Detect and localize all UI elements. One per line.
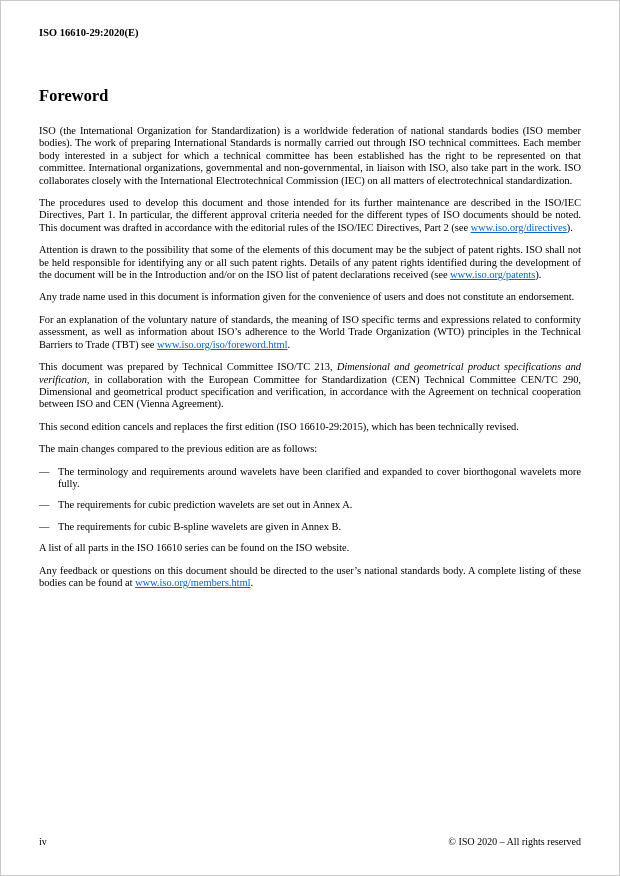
list-item <box>39 467 581 492</box>
list-item <box>39 522 581 534</box>
bullet-dash: — <box>39 500 50 512</box>
paragraph <box>39 292 581 304</box>
paragraph <box>39 315 581 352</box>
text-run: ). <box>566 222 573 234</box>
text-run: The main changes compared to the previous edition are as follows: <box>39 444 318 456</box>
bullet-dash: — <box>39 521 50 533</box>
list-item-text <box>58 467 581 492</box>
text-run: The terminology and requirements around wavelets have been clarified and expanded to cover biorthogonal wavelets more fully. <box>58 466 581 490</box>
document-content-wrapper <box>39 86 581 600</box>
paragraph <box>39 362 581 412</box>
paragraph <box>39 566 581 591</box>
text-run: The requirements for cubic prediction wavelets are set out in Annex A. <box>58 500 353 512</box>
text-run: Attention is drawn to the possibility that some of the elements of this document may be the subject of patent rights. ISO shall not be held responsible for identifying any or all such patent rights. Details of any patent rights identified during the development of the document will be in the Introduction and/or on the ISO list of patent declarations received (see <box>39 245 581 282</box>
text-run: This second edition cancels and replaces the first edition (ISO 16610-29:2015), which has been technically revised. <box>39 421 519 433</box>
text-run: . <box>287 339 291 351</box>
page-header <box>39 28 581 39</box>
document-content <box>39 126 581 590</box>
hyperlink[interactable]: www.iso.org/patents <box>450 270 536 282</box>
bullet-dash: — <box>39 466 50 478</box>
section-title: Foreword <box>39 86 109 105</box>
paragraph <box>39 422 581 434</box>
paragraph <box>39 245 581 282</box>
text-run: Dimensional and geometrical product specifications and verification <box>39 362 581 386</box>
text-run: Any trade name used in this document is information given for the convenience of users and does not constitute an endorsement. <box>39 292 575 304</box>
text-run: . <box>250 577 254 589</box>
text-run: ). <box>535 270 542 282</box>
hyperlink[interactable]: www.iso.org/members.html <box>135 577 251 589</box>
document-reference: ISO 16610-29:2020(E) <box>39 28 139 39</box>
text-run: The requirements for cubic B-spline wavelets are given in Annex B. <box>58 521 342 533</box>
list-item-text <box>58 522 581 534</box>
copyright-notice: © ISO 2020 – All rights reserved <box>448 837 581 848</box>
text-run: For an explanation of the voluntary nature of standards, the meaning of ISO specific terms and expressions related to conformity assessment, as well as information about ISO’s adherence to the World Trade Organization (WTO) principles in the Technical Barriers to Trade (TBT) see <box>39 314 581 351</box>
page-number: iv <box>39 837 47 848</box>
paragraph <box>39 543 581 555</box>
hyperlink[interactable]: www.iso.org/iso/foreword.html <box>157 339 288 351</box>
paragraph <box>39 198 581 235</box>
text-run: , in collaboration with the European Committee for Standardization (CEN) Technical Committee CEN/TC 290, Dimensional and geometrical product specification and verification, in accordance with the Agreement on technical cooperation between ISO and CEN (Vienna Agreement). <box>39 374 581 411</box>
text-run: A list of all parts in the ISO 16610 series can be found on the ISO website. <box>39 543 350 555</box>
list-item <box>39 500 581 512</box>
text-run: ISO (the International Organization for Standardization) is a worldwide federation of national standards bodies (ISO member bodies). The work of preparing International Standards is normally carried out through ISO technical committees. Each member body interested in a subject for which a technical committee has been established has the right to be represented on that committee. International organizations, governmental and non-governmental, in liaison with ISO, also take part in the work. ISO collaborates closely with the International Electrotechnical Commission (IEC) on all matters of electrotechnical standardization. <box>39 126 581 187</box>
list-item-text <box>58 500 581 512</box>
hyperlink[interactable]: www.iso.org/directives <box>470 222 567 234</box>
paragraph <box>39 444 581 456</box>
text-run: Any feedback or questions on this document should be directed to the user’s national standards body. A complete listing of these bodies can be found at <box>39 565 581 589</box>
text-run: This document was prepared by Technical Committee ISO/TC 213, <box>39 362 337 374</box>
text-run: The procedures used to develop this document and those intended for its further maintenance are described in the ISO/IEC Directives, Part 1. In particular, the different approval criteria needed for the different types of ISO documents should be noted. This document was drafted in accordance with the editorial rules of the ISO/IEC Directives, Part 2 (see <box>39 198 581 234</box>
paragraph <box>39 126 581 188</box>
page-footer <box>39 837 581 848</box>
